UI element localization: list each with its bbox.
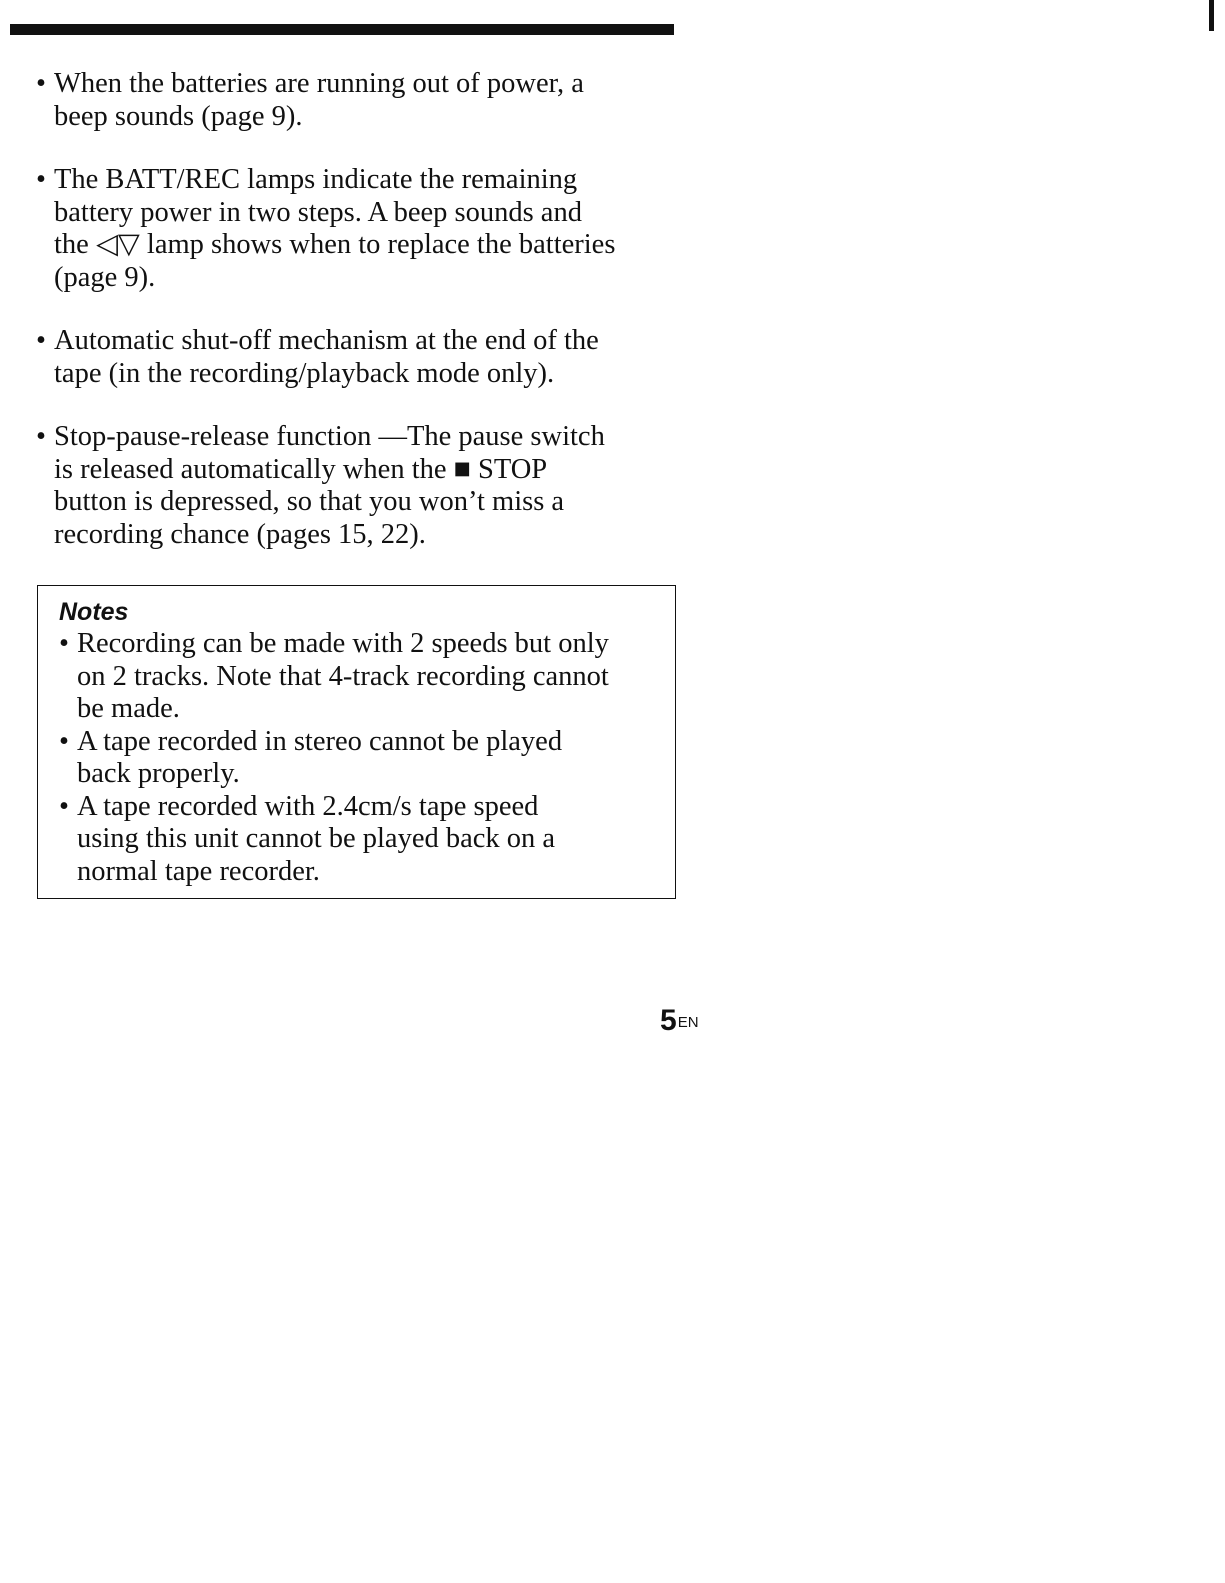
feature-item-battery-beep: • When the batteries are running out of power, a beep sounds (page 9).	[36, 68, 676, 133]
feature-item-batt-rec-lamps: • The BATT/REC lamps indicate the remaining battery power in two steps. A beep sounds and the ◁▽ lamp shows when to replace the batteries (page 9).	[36, 164, 676, 294]
page-number-value: 5	[660, 1004, 677, 1037]
page-number-suffix: EN	[677, 1014, 699, 1031]
page-number	[660, 1004, 699, 1038]
header-rule	[10, 24, 674, 35]
notes-box	[37, 585, 676, 899]
feature-item-stop-pause-release: • Stop-pause-release function —The pause switch is released automatically when the ■ STOP button is depressed, so that you won’t miss a recording chance (pages 15, 22).	[36, 421, 676, 551]
feature-list	[36, 68, 676, 582]
note-item-two-speeds: • Recording can be made with 2 speeds but only on 2 tracks. Note that 4-track recording cannot be made.	[59, 628, 659, 726]
feature-item-auto-shutoff: • Automatic shut-off mechanism at the end of the tape (in the recording/playback mode only).	[36, 325, 676, 390]
notes-list	[59, 628, 659, 888]
note-item-stereo: • A tape recorded in stereo cannot be played back properly.	[59, 726, 659, 791]
notes-title: Notes	[59, 598, 129, 626]
edge-mark	[1209, 0, 1214, 31]
note-item-tape-speed: • A tape recorded with 2.4cm/s tape speed using this unit cannot be played back on a normal tape recorder.	[59, 791, 659, 889]
